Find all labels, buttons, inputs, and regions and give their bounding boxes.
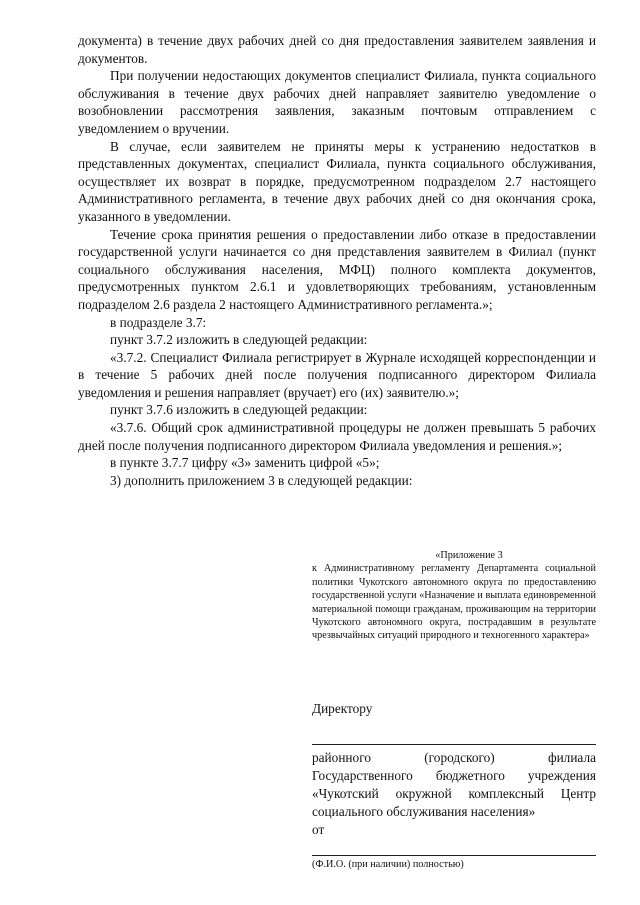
appendix-header [312, 549, 596, 643]
application-form-header [312, 700, 596, 871]
fio-line [312, 839, 596, 856]
paragraph: При получении недостающих документов специалист Филиала, пункта социального обслуживания в течение двух рабочих дней направляет заявителю уведомление о возобновлении рассмотрения заявления, заказным почтовым отправлением с уведомлением о вручении. [78, 68, 596, 136]
paragraph: пункт 3.7.6 изложить в следующей редакции: [110, 402, 368, 418]
addressee-label: Директору [312, 701, 373, 716]
fio-note: (Ф.И.О. (при наличии) полностью) [312, 859, 464, 870]
from-label: от [312, 822, 325, 837]
paragraph: пункт 3.7.2 изложить в следующей редакции: [110, 332, 368, 348]
appendix-title: «Приложение 3 [435, 550, 503, 561]
paragraph: «3.7.6. Общий срок административной процедуры не должен превышать 5 рабочих дней после получения подписанного директором Филиала уведомления и решения.»; [78, 420, 596, 453]
blank-line [312, 726, 596, 745]
paragraph: в подразделе 3.7: [110, 314, 207, 330]
body-text [78, 32, 596, 489]
appendix-text: к Административному регламенту Департамента социальной политики Чукотского автономного округа по предоставлению государственной услуги «Назначение и выплата единовременной материальной помощи гражданам, проживающим на территории Чукотского автономного округа, пострадавшим в результате чрезвычайных ситуаций природного и техногенного характера» [312, 563, 596, 642]
paragraph: Течение срока принятия решения о предоставлении либо отказе в предоставлении государственной услуги начинается со дня представления заявителем в Филиал (пункт социального обслуживания населения, МФЦ) полного комплекта документов, предусмотренных пунктом 2.6.1 и удовлетворяющих требованиям, установленным подразделом 2.6 раздела 2 настоящего Административного регламента.»; [78, 226, 596, 312]
paragraph: документа) в течение двух рабочих дней со дня предоставления заявителем заявления и документов. [78, 33, 596, 66]
paragraph: в пункте 3.7.7 цифру «3» заменить цифрой «5»; [110, 455, 380, 471]
paragraph: 3) дополнить приложением 3 в следующей редакции: [110, 472, 413, 488]
paragraph: «3.7.2. Специалист Филиала регистрирует в Журнале исходящей корреспонденции и в течение 5 рабочих дней после получения подписанного директором Филиала уведомления и решения направляет (вручает) его (их) заявителю.»; [78, 349, 596, 400]
organization-name: районного (городского) филиала Государственного бюджетного учреждения «Чукотский окружной комплексный Центр социального обслуживания населения» [312, 750, 596, 819]
paragraph: В случае, если заявителем не приняты меры к устранению недостатков в представленных документах, специалист Филиала, пункта социального обслуживания, осуществляет их возврат в порядке, предусмотренном подразделом 2.7 настоящего Административного регламента, в течение двух рабочих дней со дня окончания срока, указанного в уведомлении. [78, 138, 596, 224]
